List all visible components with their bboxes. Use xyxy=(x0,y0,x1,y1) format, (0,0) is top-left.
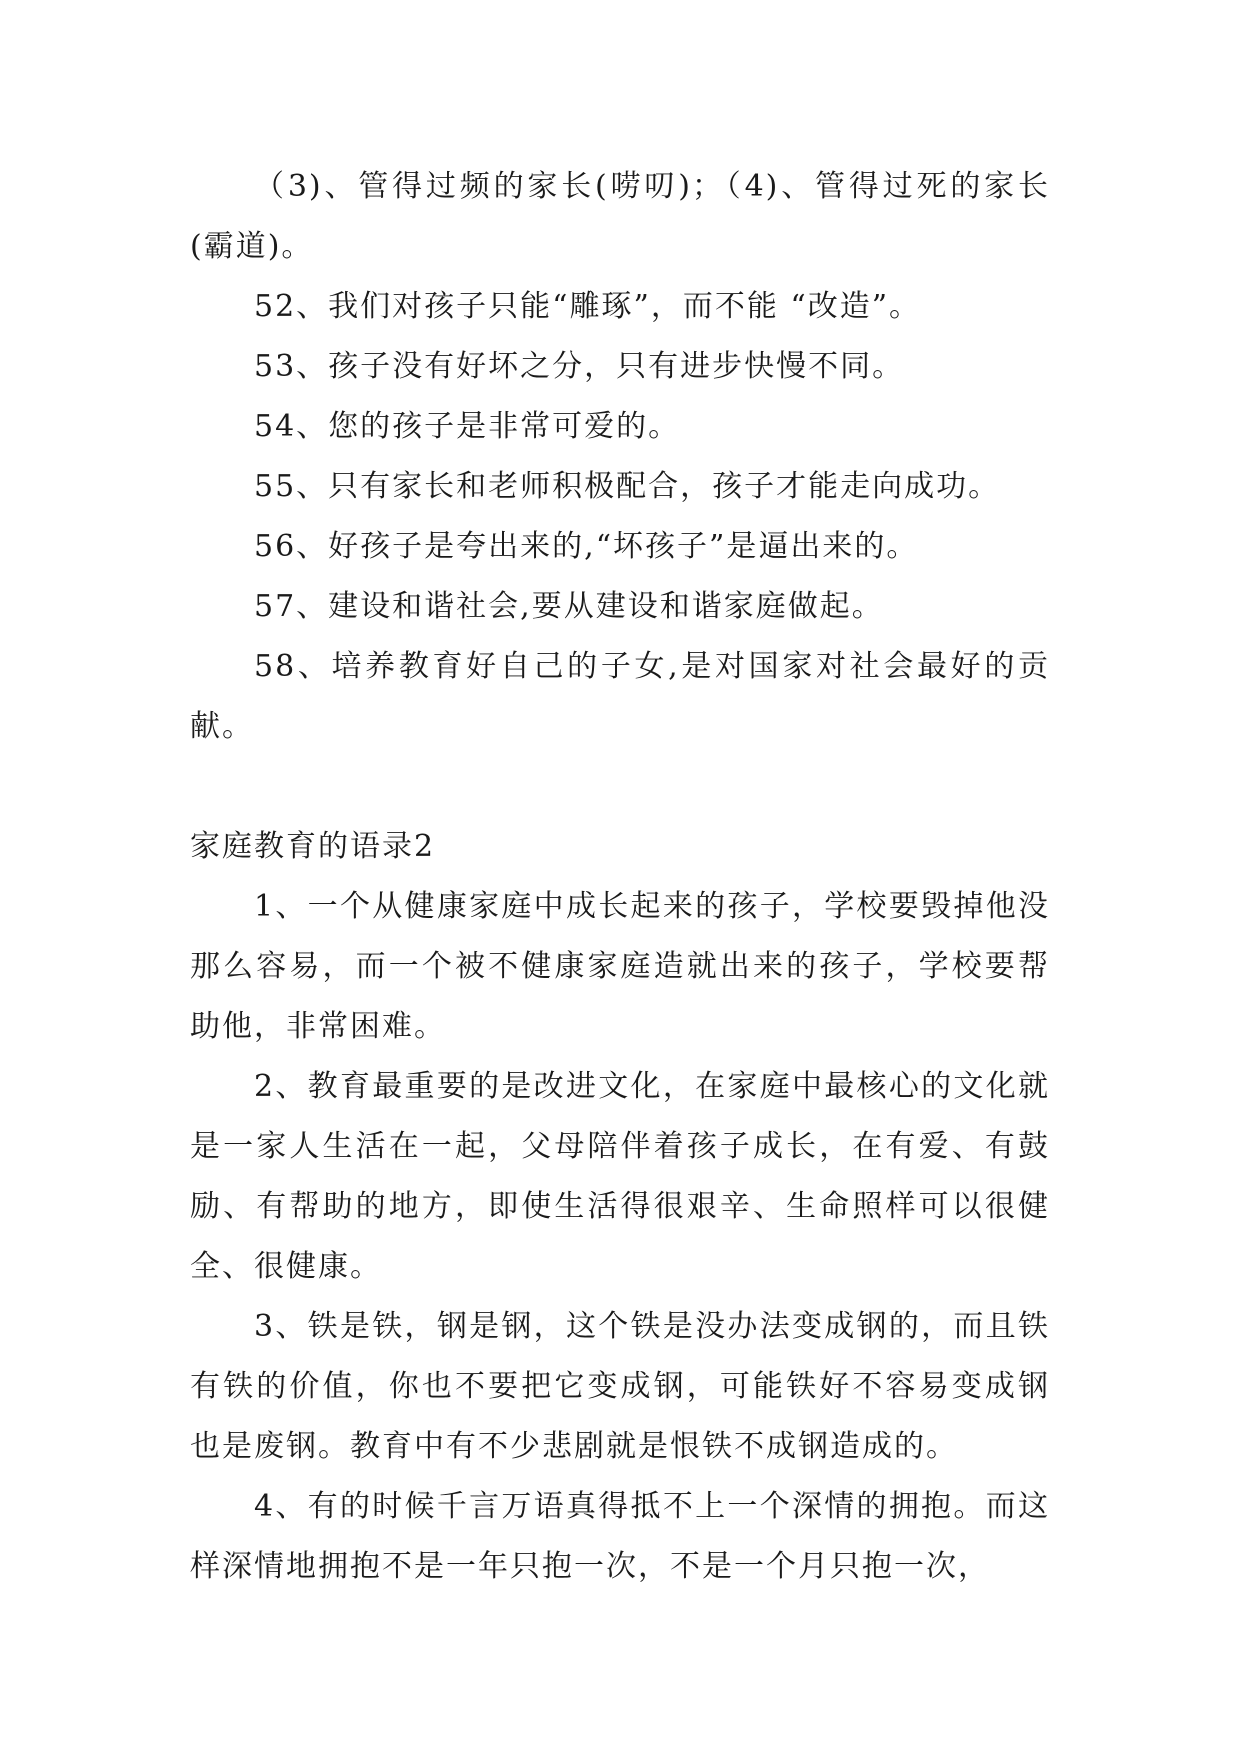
paragraph: 57、建设和谐社会,要从建设和谐家庭做起。 xyxy=(254,589,884,624)
paragraph: 52、我们对孩子只能“雕琢”，而不能 “改造”。 xyxy=(254,289,922,324)
paragraph: （3)、管得过频的家长(唠叨)；（4)、管得过死的家长(霸道)。 xyxy=(190,169,1050,264)
paragraph: 55、只有家长和老师积极配合，孩子才能走向成功。 xyxy=(254,469,1001,504)
section-gap xyxy=(190,757,1050,817)
paragraph: 53、孩子没有好坏之分，只有进步快慢不同。 xyxy=(254,349,905,384)
paragraph: 4、有的时候千言万语真得抵不上一个深情的拥抱。而这样深情地拥抱不是一年只抱一次，不是一个月只抱一次， xyxy=(190,1489,1050,1584)
section-title: 家庭教育的语录2 xyxy=(190,829,436,864)
paragraph: 54、您的孩子是非常可爱的。 xyxy=(254,409,681,444)
paragraph: 1、一个从健康家庭中成长起来的孩子，学校要毁掉他没那么容易，而一个被不健康家庭造就出来的孩子，学校要帮助他，非常困难。 xyxy=(190,889,1050,1044)
paragraph: 56、好孩子是夸出来的,“坏孩子”是逼出来的。 xyxy=(254,529,919,564)
paragraph: 58、培养教育好自己的子女,是对国家对社会最好的贡献。 xyxy=(190,649,1050,744)
paragraph: 2、教育最重要的是改进文化，在家庭中最核心的文化就是一家人生活在一起，父母陪伴着孩子成长，在有爱、有鼓励、有帮助的地方，即使生活得很艰辛、生命照样可以很健全、很健康。 xyxy=(190,1069,1050,1284)
document-body xyxy=(190,157,1050,1597)
paragraph: 3、铁是铁，钢是钢，这个铁是没办法变成钢的，而且铁有铁的价值，你也不要把它变成钢，可能铁好不容易变成钢也是废钢。教育中有不少悲剧就是恨铁不成钢造成的。 xyxy=(190,1309,1050,1464)
